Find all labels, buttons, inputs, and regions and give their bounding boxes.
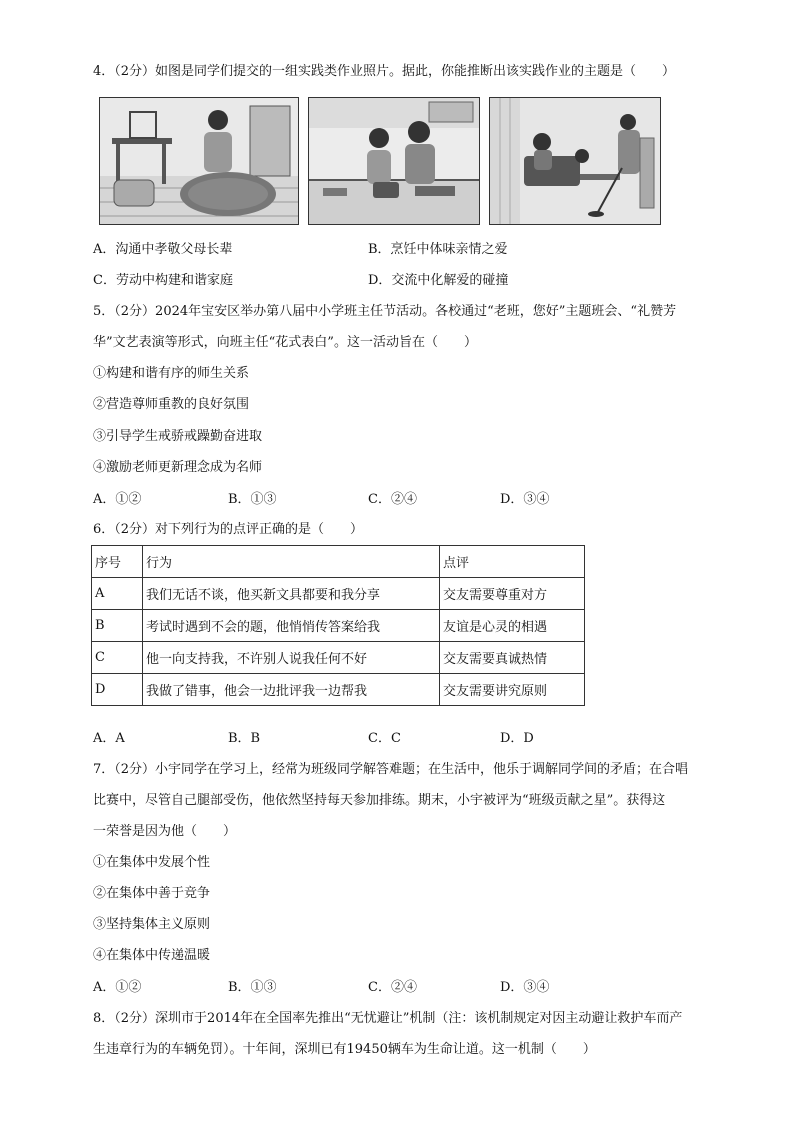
table-cell: 交友需要讲究原则 xyxy=(440,674,585,706)
q7-option-a: A．①② xyxy=(93,980,142,995)
q7-item-3: ③坚持集体主义原则 xyxy=(93,917,211,932)
table-header-cell: 序号 xyxy=(92,546,143,578)
table-cell: B xyxy=(92,610,143,642)
table-cell: 交友需要尊重对方 xyxy=(440,578,585,610)
q5-stem-line1: 5．（2分）2024年宝安区举办第八届中小学班主任节活动。各校通过“老班，您好”主题班会、“礼赞芳 xyxy=(93,304,677,319)
table-row xyxy=(92,642,585,674)
q5-option-c: C．②④ xyxy=(368,492,417,507)
q8-stem-line1: 8．（2分）深圳市于2014年在全国率先推出“无忧避让”机制（注：该机制规定对因主动避让救护车而产 xyxy=(93,1011,683,1026)
q5-item-2: ②营造尊师重教的良好氛围 xyxy=(93,397,250,412)
q5-item-4: ④激励老师更新理念成为名师 xyxy=(93,460,263,475)
q4-option-d: D．交流中化解爱的碰撞 xyxy=(368,273,509,288)
table-cell: 考试时遇到不会的题，他悄悄传答案给我 xyxy=(143,610,440,642)
q5-option-b: B．①③ xyxy=(228,492,277,507)
table-header-cell: 行为 xyxy=(143,546,440,578)
table-cell: D xyxy=(92,674,143,706)
q7-item-1: ①在集体中发展个性 xyxy=(93,855,211,870)
table-cell: 友谊是心灵的相遇 xyxy=(440,610,585,642)
q5-option-d: D．③④ xyxy=(500,492,550,507)
q4-option-a: A．沟通中孝敬父母长辈 xyxy=(93,242,233,257)
q5-item-1: ①构建和谐有序的师生关系 xyxy=(93,366,250,381)
q7-stem-line2: 比赛中，尽管自己腿部受伤，他依然坚持每天参加排练。期末，小宇被评为“班级贡献之星”。获得这 xyxy=(93,793,666,808)
photo-family-cleaning xyxy=(489,97,661,225)
q7-stem-line3: 一荣誉是因为他（ ） xyxy=(93,824,237,839)
table-row xyxy=(92,578,585,610)
q5-stem-line2: 华”文艺表演等形式，向班主任“花式表白”。这一活动旨在（ ） xyxy=(93,335,477,350)
table-cell: A xyxy=(92,578,143,610)
q5-option-a: A．①② xyxy=(93,492,142,507)
photo-cooking-together xyxy=(308,97,480,225)
q4-option-b: B．烹饪中体味亲情之爱 xyxy=(368,242,508,257)
q8-stem-line2: 生违章行为的车辆免罚）。十年间，深圳已有19450辆车为生命让道。这一机制（ ） xyxy=(93,1042,596,1057)
q6-option-d: D．D xyxy=(500,731,534,746)
photo-folding-quilt xyxy=(99,97,299,225)
q6-stem: 6．（2分）对下列行为的点评正确的是（ ） xyxy=(93,522,364,537)
q6-option-b: B．B xyxy=(228,731,261,746)
q7-item-2: ②在集体中善于竞争 xyxy=(93,886,211,901)
q5-item-3: ③引导学生戒骄戒躁勤奋进取 xyxy=(93,429,263,444)
q4-stem: 4．（2分）如图是同学们提交的一组实践类作业照片。据此，你能推断出该实践作业的主题是（ ） xyxy=(93,64,676,79)
q6-table xyxy=(91,545,585,706)
table-header-row xyxy=(92,546,585,578)
q7-option-c: C．②④ xyxy=(368,980,417,995)
table-cell: 我们无话不谈，他买新文具都要和我分享 xyxy=(143,578,440,610)
q4-option-c: C．劳动中构建和谐家庭 xyxy=(93,273,233,288)
q6-option-a: A．A xyxy=(93,731,125,746)
q7-option-d: D．③④ xyxy=(500,980,550,995)
table-cell: C xyxy=(92,642,143,674)
table-row xyxy=(92,674,585,706)
q7-option-b: B．①③ xyxy=(228,980,277,995)
table-cell: 他一向支持我，不许别人说我任何不好 xyxy=(143,642,440,674)
q7-stem-line1: 7．（2分）小宇同学在学习上，经常为班级同学解答难题；在生活中，他乐于调解同学间的矛盾；在合唱 xyxy=(93,762,689,777)
q6-option-c: C．C xyxy=(368,731,401,746)
table-row xyxy=(92,610,585,642)
table-cell: 我做了错事，他会一边批评我一边帮我 xyxy=(143,674,440,706)
table-header-cell: 点评 xyxy=(440,546,585,578)
q7-item-4: ④在集体中传递温暖 xyxy=(93,948,211,963)
table-cell: 交友需要真诚热情 xyxy=(440,642,585,674)
